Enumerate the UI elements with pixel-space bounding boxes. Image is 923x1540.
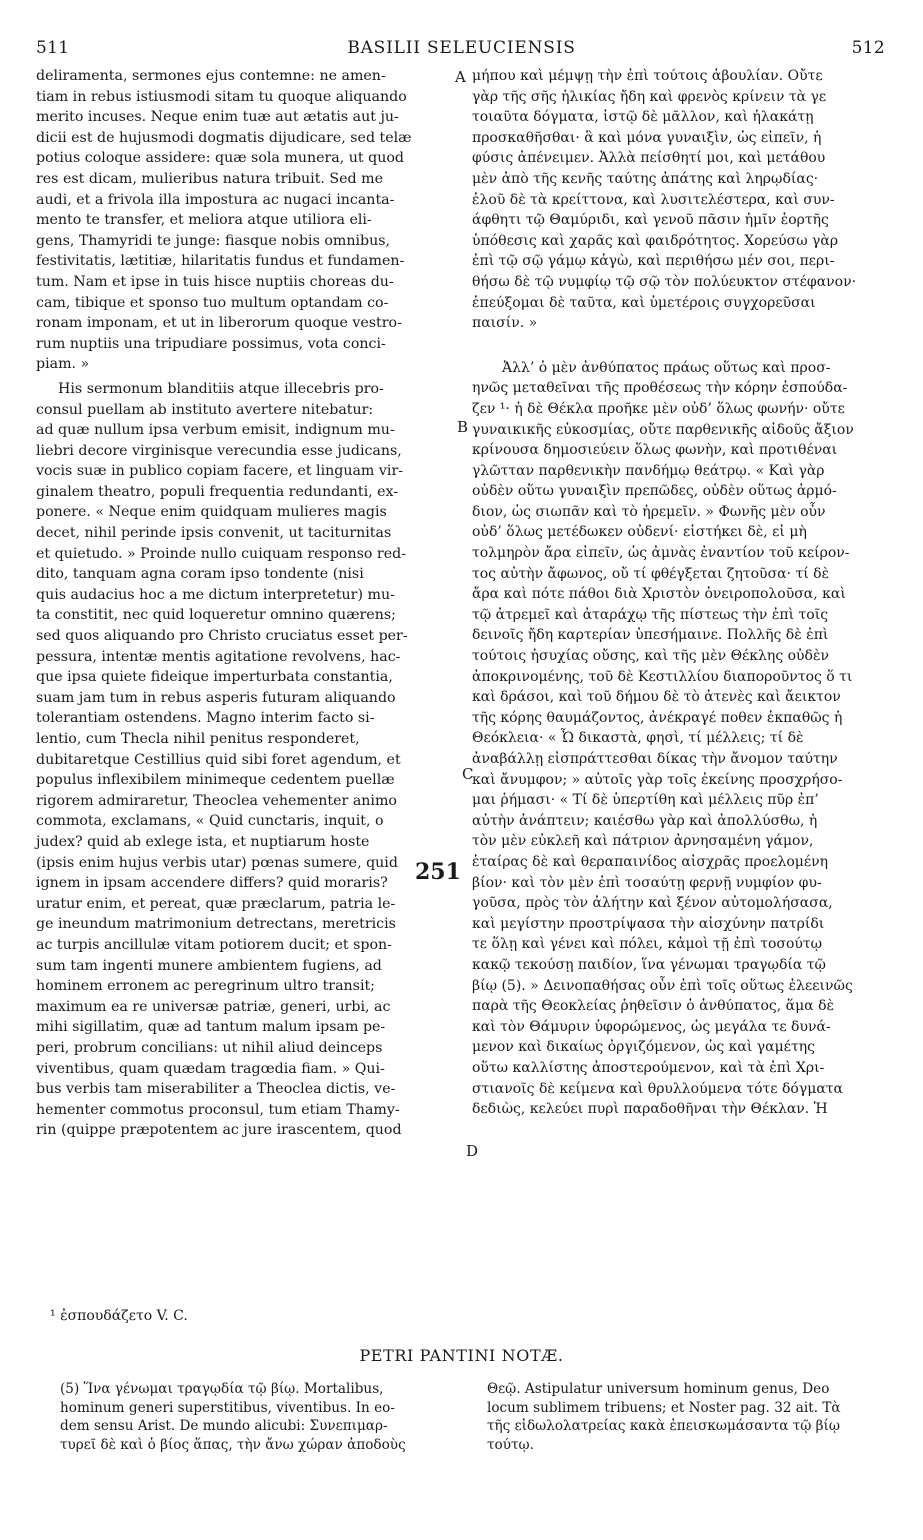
greek-column — [472, 66, 900, 1120]
greek-paragraph-1: μήπου καὶ μέμψῃ τὴν ἐπὶ τούτοις ἀβουλίαν. Οὔτε γὰρ τῆς σῆς ἡλικίας ἤδη καὶ φρενὸς κρίνειν τὰ γε τοιαῦτα δόγματα, ἱστῷ δὲ μᾶλλον, καὶ ἠλακάτῃ προσκαθῆσθαι· ἃ καὶ μόνα γυναιξὶν, ὡς εἰπεῖν, ἡ φύσις ἀπένειμεν. Ἀλλὰ πείσθητί μοι, καὶ μετάθου μὲν ἀπὸ τῆς κενῆς ταύτης ἀπάτης καὶ ληρῳδίας· ἐλοῦ δὲ τὰ κρείττονα, καὶ λυσιτελέστερα, καὶ συν- άφθητι τῷ Θαμύριδι, καὶ γενοῦ πᾶσιν ἡμῖν ἑορτῆς ὑπόθεσις καὶ χαρᾶς καὶ φαιδρότητος. Χορεύσω γὰρ ἐπὶ τῷ σῷ γάμῳ κἀγὼ, καὶ περιθήσω μέν σοι, περι- θήσω δὲ τῷ νυμφίῳ τῷ σῷ τὸν πολύευκτον στέφανον· ἐπεύξομαι δὲ ταῦτα, καὶ ὑμετέροις συγχορεῦσαι παισίν. » — [472, 68, 857, 332]
margin-marker-d: D — [466, 1142, 479, 1160]
margin-marker-c: C — [462, 765, 474, 783]
margin-marker-b: B — [457, 418, 469, 436]
notes-right-column — [487, 1380, 902, 1454]
footnote: ¹ ἐσπουδάζετο V. C. — [50, 1308, 188, 1324]
note-text-left: (5) Ἵνα γένωμαι τραγῳδία τῷ βίῳ. Mortalibus, hominum generi superstitibus, viventibus. In eo- dem sensu Arist. De mundo alicubi: Συνεπιμαρ- τυρεῖ δὲ καὶ ὁ βίος ἅπας, τὴν ἄνω χώραν ἀποδοὺς — [60, 1381, 406, 1453]
note-text-right: Θεῷ. Astipulatur universum hominum genus, Deo locum sublimem tribuens; et Noster pag. 32 ait. Τὰ τῆς εἰδωλολατρείας κακὰ ἐπεισκωμάσαντα τῷ βίῳ τούτῳ. — [487, 1381, 841, 1453]
running-title: BASILII SELEUCIENSIS — [347, 38, 576, 58]
greek-paragraph-2: Ἀλλ’ ὁ μὲν ἀνθύπατος πράως οὕτως καὶ προσ- ηνῶς μεταθεῖναι τῆς προθέσεως τὴν κόρην ἐσπούδα- ζεν ¹· ἡ δὲ Θέκλα προῆκε μὲν οὐδ’ ὅλως φωνήν· οὔτε γυναικικῆς εὐκοσμίας, οὔτε παρθενικῆς αἰδοῦς ἄξιον κρίνουσα δημοσιεύειν ὅλως φωνὴν, καὶ προτιθέναι γλῶτταν παρθενικὴν πανδήμῳ θεάτρῳ. « Καὶ γὰρ οὐδὲν οὕτω γυναιξὶν πρεπῶδες, οὐδὲν οὕτως ἁρμό- διον, ὡς σιωπᾶν καὶ τὸ ἠρεμεῖν. » Φωνῆς μὲν οὖν οὐδ’ ὅλως μετέδωκεν οὐδενί· εἱστήκει δὲ, εἰ μὴ τολμηρὸν ἄρα εἰπεῖν, ὡς ἀμνὰς ἐναντίον τοῦ κείρον- τος αὐτὴν ἄφωνος, οὔ τί φθέγξεται ζητοῦσα· τί δὲ ἄρα καὶ πότε πάθοι διὰ Χριστὸν ὀνειροπολοῦσα, καὶ τῷ ἀτρεμεῖ καὶ ἀταράχῳ τῆς πίστεως τὴν ἐπὶ τοῖς δεινοῖς ἤδη καρτερίαν ὑπεσήμαινε. Πολλῆς δὲ ἐπὶ τούτοις ἡσυχίας οὔσης, καὶ τῆς μὲν Θέκλης οὐδὲν ἀποκρινομένης, τοῦ δὲ Κεστιλλίου διαποροῦντος ὅ τι καὶ δράσοι, καὶ τοῦ δήμου δὲ τὸ ἀτενὲς καὶ ἄεικτον τῆς κόρης θαυμάζοντος, ἀνέκραγέ ποθεν ἐκπαθῶς ἡ Θεόκλεια· « Ὦ δικαστὰ, φησὶ, τί μέλλεις; τί δὲ ἀναβάλλῃ εἰσπράττεσθαι δίκας τὴν ἄνομον ταύτην καὶ ἄνυμφον; » αὐτοῖς γὰρ τοῖς ἐκείνης προσχρήσο- μαι ῥήμασι· « Τί δὲ ὑπερτίθη καὶ μέλλεις πῦρ ἐπ’ αὐτὴν ἀνάπτειν; καιέσθω γὰρ καὶ ἀπολλύσθω, ἡ τὸν μὲν εὐκλεῆ καὶ πάτριον ἀρνησαμένη γάμον, ἑταίρας δὲ καὶ θεραπαινίδος αἰσχρᾶς προελομένη βίον· καὶ τὸν μὲν ἐπὶ τοσαύτῃ φερνῇ νυμφίον φυ- γοῦσα, πρὸς τὸν ἀλήτην καὶ ξένον αὐτομολήσασα, καὶ μεγίστην προστρίψασα τὴν αἰσχύνην πατρίδι τε ὅλῃ καὶ γένει καὶ πόλει, κἀμοὶ τῇ ἐπὶ τοσούτῳ κακῷ τεκούσῃ παιδίον, ἵνα γένωμαι τραγῳδία τῷ βίῳ (5). » Δεινοπαθήσας οὖν ἐπὶ τοῖς οὕτως ἐλεεινῶς παρὰ τῆς Θεοκλείας ῥηθεῖσιν ὁ ἀνθύπατος, ἅμα δὲ καὶ τὸν Θάμυριν ὑφορώμενος, ὡς μεγάλα τε δυνά- μενον καὶ δικαίως ὀργιζόμενον, ὡς καὶ γαμέτης οὕτω καλλίστης ἀποστερούμενον, καὶ τὰ ἐπὶ Χρι- στιανοῖς δὲ κείμενα καὶ θρυλλούμενα τότε δόγματα δεδιὼς, κελεύει πυρὶ παραδοθῆναι τὴν Θέκλαν. Ἡ — [472, 359, 854, 1118]
latin-column — [36, 66, 454, 1141]
notes-title: PETRI PANTINI NOTÆ. — [359, 1346, 564, 1365]
margin-marker-a: A — [455, 68, 466, 86]
notes-left-column — [60, 1380, 460, 1454]
column-number: 251 — [415, 859, 461, 885]
latin-paragraph-2: His sermonum blanditiis atque illecebris pro- consul puellam ab instituto avertere nitebatur: ad quæ nullum ipsa verbum emisit, indignum mu- liebri decore virginisque verecundia esse judicans, vocis suæ in publico copiam facere, et linguam vir- ginalem theatro, populi frequentia redundanti, ex- ponere. « Neque enim quidquam mulieres magis decet, nihil perinde ipsis convenit, ut taciturnitas et quietudo. » Proinde nullo cuiquam responso red- dito, tanquam agna coram ipso tondente (nisi quis audacius hoc a me dictum interpretetur) mu- ta constitit, nec quid loqueretur omnino quærens; sed quos aliquando pro Christo cruciatus esset per- pessura, intentæ mentis agitatione revolvens, hac- que ipsa quiete fideique imperturbata constantia, suam jam tum in rebus asperis futuram aliquando tolerantiam ostendens. Magno interim facto si- lentio, cum Thecla nihil penitus responderet, dubitaretque Cestillius quid sibi foret agendum, et populus inflexibilem minimeque cedentem puellæ rigorem admiraretur, Theoclea vehementer animo commota, exclamans, « Quid cunctaris, inquit, o judex? quid ab exlege ista, et nuptiarum hoste (ipsis enim hujus verbis utar) pœnas sumere, quid ignem in ipsam accendere differs? quid moraris? uratur enim, et pereat, quæ præclarum, patria le- ge ineundum matrimonium detrectans, meretricis ac turpis ancillulæ vitam potiorem ducit; et spon- sum tam ingenti munere ambientem fugiens, ad hominem erronem ac peregrinum ultro transit; maximum ea re universæ patriæ, generi, urbi, ac mihi sigillatim, quæ ad tantum malum ipsam pe- peri, probrum concilians: ut nihil aliud deinceps viventibus, quam quædam tragœdia fiam. » Qui- bus verbis tam miserabiliter a Theoclea dictis, ve- hementer commotus proconsul, tum etiam Thamy- rin (quippe præpotentem ac jure irascentem, quod — [36, 380, 408, 1139]
right-page-number: 512 — [851, 38, 885, 58]
left-page-number: 511 — [36, 38, 70, 58]
latin-paragraph-1: deliramenta, sermones ejus contemne: ne amen- tiam in rebus istiusmodi sitam tu quoque aliquando merito incuses. Neque enim tuæ aut ætatis aut ju- dicii est de hujusmodi dogmatis dijudicare, sed telæ potius coloque assidere: quæ sola munera, ut quod res est dicam, mulieribus natura tribuit. Sed me audi, et a frivola illa impostura ac nugaci incanta- mento te transfer, et meliora atque utiliora eli- gens, Thamyridi te junge: fiasque nobis omnibus, festivitatis, lætitiæ, hilaritatis fundus et fundamen- tum. Nam et ipse in tuis hisce nuptiis choreas du- cam, tibique et sponso tuo multum optandam co- ronam imponam, et ut in liberorum quoque vestro- rum nuptiis una tripudiare possimus, vota conci- piam. » — [36, 68, 412, 373]
